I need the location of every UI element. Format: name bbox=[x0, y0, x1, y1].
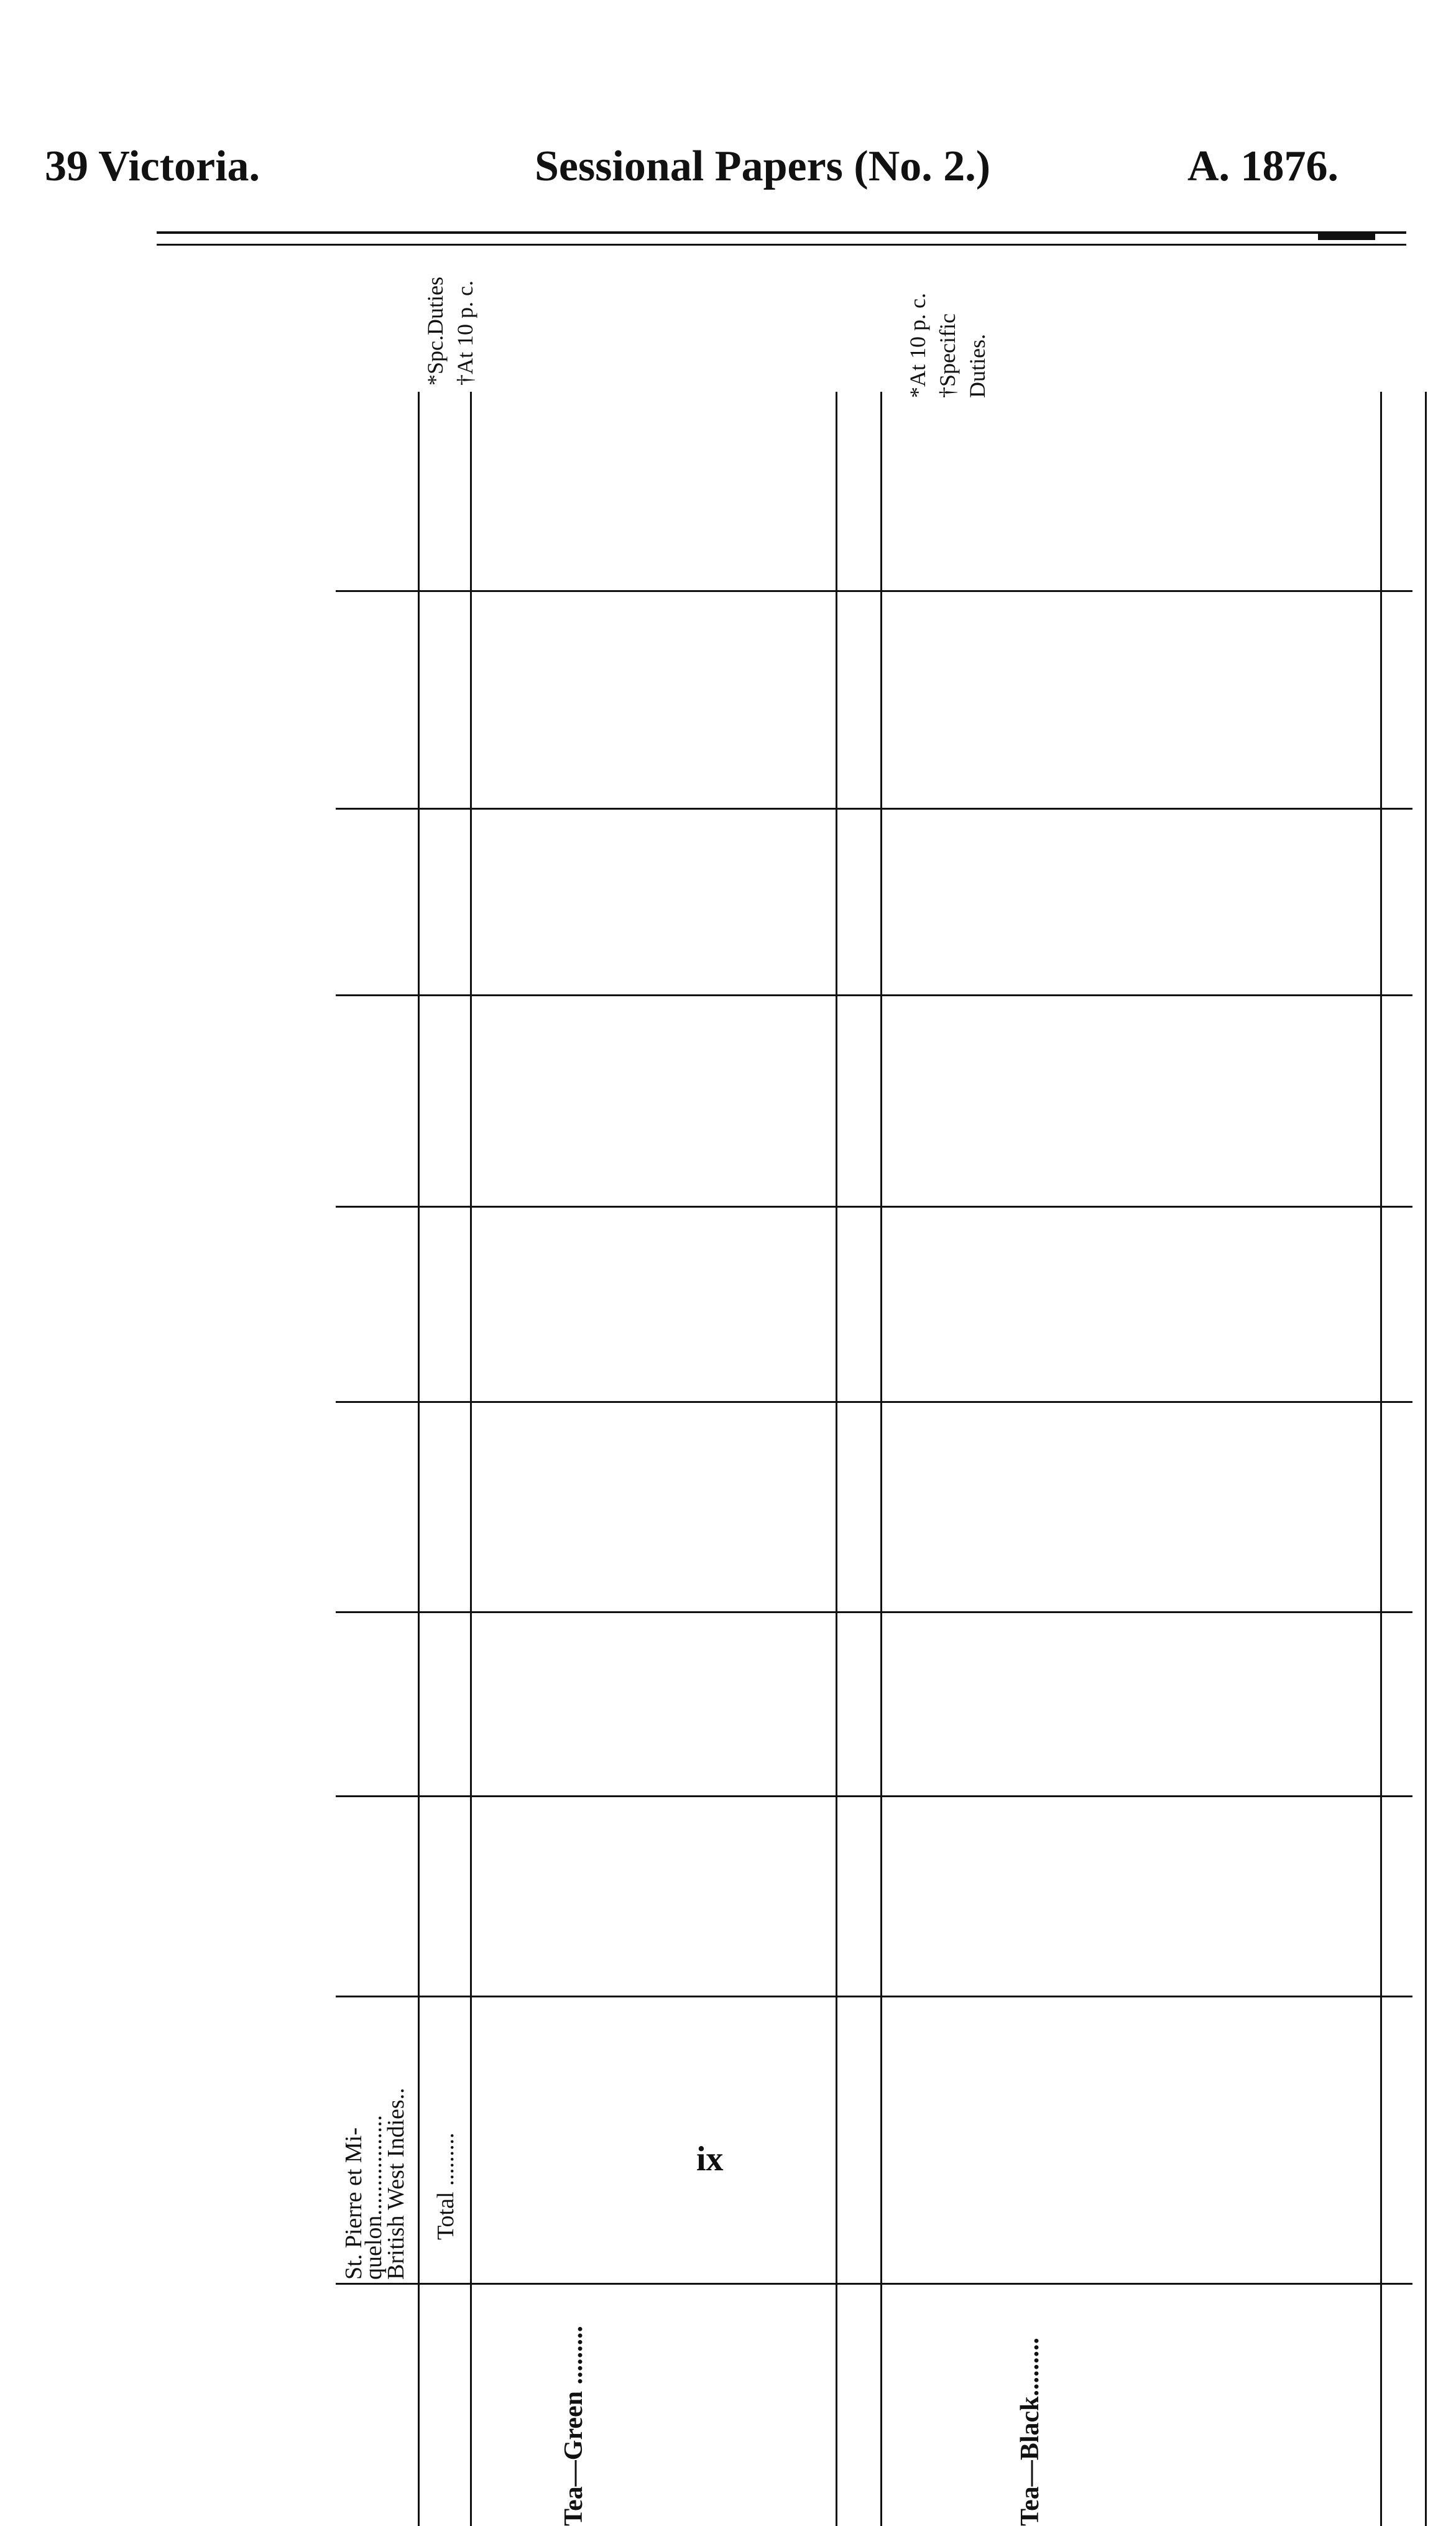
footnote-line: †At 10 p. c. bbox=[453, 280, 477, 386]
header-rule-top bbox=[157, 231, 1406, 234]
column-rule bbox=[336, 808, 1412, 810]
footnote-line: *Spc.Duties bbox=[423, 277, 448, 386]
header-year: A. 1876. bbox=[1187, 142, 1339, 190]
footnote-line: *At 10 p. c. bbox=[905, 293, 930, 398]
footnote-green bbox=[420, 277, 480, 386]
column-rule bbox=[336, 1996, 1412, 1997]
footnote-line: †Specific bbox=[935, 313, 960, 398]
footnote-black bbox=[903, 293, 992, 398]
green-category: Tea—Green ......... bbox=[560, 2326, 588, 2526]
footnote-line: Duties. bbox=[965, 334, 990, 398]
row-rule bbox=[836, 392, 837, 2526]
continued-label-2: quelon................. bbox=[361, 2115, 387, 2280]
continued-label-3: British West Indies.. bbox=[383, 2088, 409, 2280]
continued-label-1: St. Pierre et Mi- bbox=[341, 2127, 367, 2280]
column-rule bbox=[336, 994, 1412, 996]
black-category: Tea—Black......... bbox=[1016, 2338, 1044, 2526]
header-title: Sessional Papers (No. 2.) bbox=[535, 142, 991, 190]
column-rule bbox=[336, 1401, 1412, 1403]
header-rule-mark bbox=[1318, 231, 1375, 240]
row-rule bbox=[1380, 392, 1382, 2526]
column-rule bbox=[336, 1611, 1412, 1613]
row-rule bbox=[1425, 392, 1427, 2526]
header-rule-bottom bbox=[157, 244, 1406, 246]
header-volume: 39 Victoria. bbox=[45, 142, 260, 190]
column-rule bbox=[336, 2283, 1412, 2285]
column-rule bbox=[336, 590, 1412, 592]
row-rule bbox=[470, 392, 472, 2526]
page-folio: ix bbox=[696, 2140, 724, 2178]
column-rule bbox=[336, 1206, 1412, 1208]
rotated-table bbox=[336, 392, 1412, 2526]
row-rule bbox=[418, 392, 420, 2526]
row-rule bbox=[880, 392, 882, 2526]
column-rule bbox=[336, 1795, 1412, 1797]
continued-total-label: Total ......... bbox=[433, 2132, 459, 2240]
